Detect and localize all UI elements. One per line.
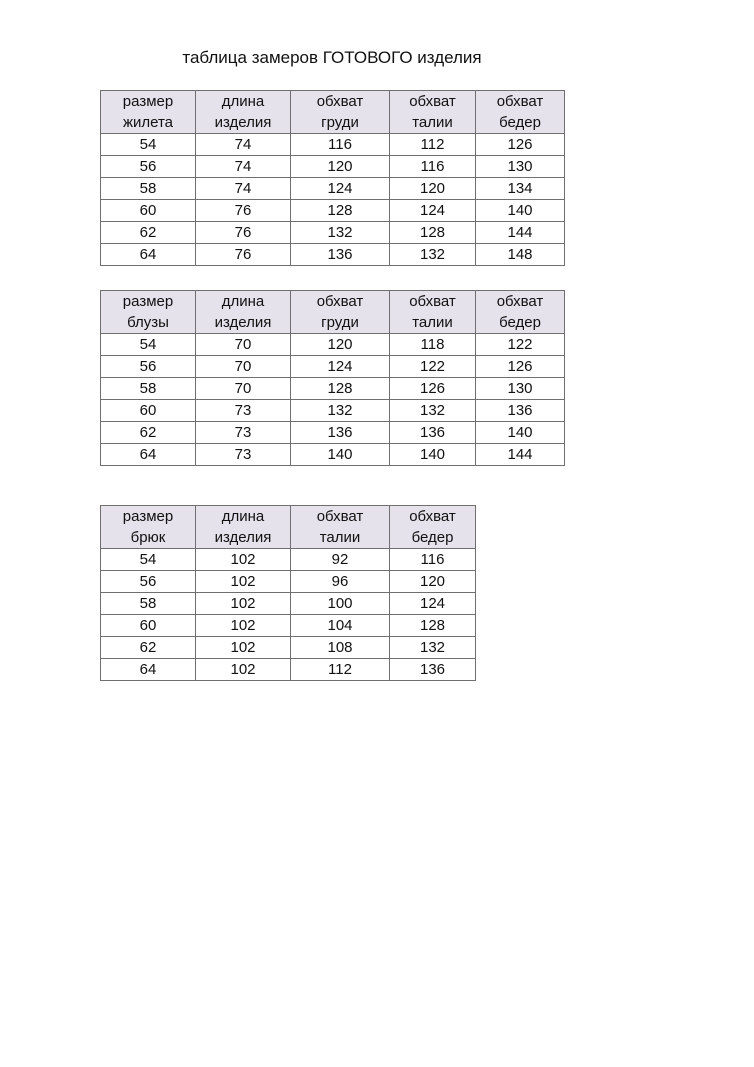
table-cell: 124 [291,178,390,200]
column-header-line: талии [319,529,361,546]
table-cell: 140 [390,444,476,466]
table-cell: 136 [476,400,565,422]
column-header-line: обхват [316,93,364,110]
table-cell: 73 [196,444,291,466]
table-cell: 136 [291,422,390,444]
table-row [101,444,565,466]
column-header [476,91,565,134]
table-cell: 124 [291,356,390,378]
column-header-line: бедер [411,529,454,546]
table-cell: 136 [390,422,476,444]
table-cell: 120 [291,156,390,178]
table-cell: 74 [196,134,291,156]
column-header [101,291,196,334]
table-cell: 73 [196,422,291,444]
column-header-line: груди [321,314,359,331]
table-cell: 144 [476,222,565,244]
table-cell: 132 [390,244,476,266]
column-header-line: груди [321,114,359,131]
table-cell: 116 [390,549,476,571]
table-row [101,400,565,422]
table-cell: 136 [390,659,476,681]
table-cell: 120 [390,571,476,593]
table-cell: 58 [101,593,196,615]
table-cell: 56 [101,156,196,178]
column-header-line: изделия [214,529,272,546]
column-header-line: размер [122,508,174,525]
column-header [196,291,291,334]
table-cell: 132 [390,637,476,659]
table-cell: 76 [196,222,291,244]
table-cell: 70 [196,356,291,378]
table-cell: 116 [390,156,476,178]
table-row [101,549,476,571]
table-cell: 76 [196,244,291,266]
table-cell: 122 [476,334,565,356]
table-cell: 73 [196,400,291,422]
table-cell: 96 [291,571,390,593]
column-header-line: размер [122,293,174,310]
table-header-row [101,506,476,549]
column-header-line: изделия [214,314,272,331]
table-cell: 126 [476,134,565,156]
column-header-line: талии [412,314,453,331]
table-row [101,422,565,444]
blouse-measurements-table [100,290,565,466]
pants-measurements-table [100,505,476,681]
column-header-line: обхват [409,508,456,525]
table-row [101,178,565,200]
table-cell: 70 [196,378,291,400]
table-row [101,378,565,400]
column-header [101,91,196,134]
table-header-row [101,91,565,134]
table-cell: 64 [101,659,196,681]
column-header-line: жилета [122,114,174,131]
table-row [101,334,565,356]
column-header [291,91,390,134]
table-row [101,134,565,156]
table-cell: 102 [196,593,291,615]
table-cell: 130 [476,156,565,178]
table-cell: 56 [101,356,196,378]
table-cell: 76 [196,200,291,222]
table-row [101,200,565,222]
table-cell: 70 [196,334,291,356]
table-cell: 128 [291,200,390,222]
table-row [101,571,476,593]
table-cell: 140 [291,444,390,466]
table-row [101,244,565,266]
column-header-line: брюк [130,529,166,546]
table-cell: 128 [390,222,476,244]
table-cell: 108 [291,637,390,659]
table-cell: 132 [390,400,476,422]
column-header [390,506,476,549]
table-row [101,637,476,659]
table-cell: 124 [390,593,476,615]
column-header-line: обхват [496,93,544,110]
column-header-line: талии [412,114,453,131]
table-cell: 102 [196,615,291,637]
table-cell: 62 [101,222,196,244]
column-header [196,506,291,549]
table-row [101,593,476,615]
table-cell: 102 [196,659,291,681]
column-header [390,91,476,134]
table-cell: 100 [291,593,390,615]
column-header [196,91,291,134]
table-cell: 140 [476,422,565,444]
table-cell: 124 [390,200,476,222]
column-header [101,506,196,549]
table-cell: 60 [101,615,196,637]
table-cell: 58 [101,178,196,200]
table-cell: 120 [390,178,476,200]
table-cell: 136 [291,244,390,266]
table-cell: 58 [101,378,196,400]
table-cell: 54 [101,134,196,156]
table-cell: 56 [101,571,196,593]
column-header-line: обхват [496,293,544,310]
table-row [101,659,476,681]
table-cell: 74 [196,178,291,200]
table-cell: 116 [291,134,390,156]
column-header-line: изделия [214,114,272,131]
page-title: таблица замеров ГОТОВОГО изделия [182,48,482,67]
table-cell: 102 [196,571,291,593]
table-cell: 126 [390,378,476,400]
vest-measurements-table [100,90,565,266]
table-cell: 60 [101,400,196,422]
table-cell: 134 [476,178,565,200]
column-header-line: обхват [316,508,364,525]
column-header-line: обхват [409,293,456,310]
table-cell: 132 [291,400,390,422]
table-cell: 62 [101,637,196,659]
table-row [101,222,565,244]
table-cell: 74 [196,156,291,178]
table-cell: 112 [291,659,390,681]
table-cell: 122 [390,356,476,378]
table-cell: 120 [291,334,390,356]
table-cell: 60 [101,200,196,222]
table-cell: 128 [390,615,476,637]
table-cell: 118 [390,334,476,356]
table-cell: 64 [101,444,196,466]
column-header-line: бедер [499,314,541,331]
table-cell: 112 [390,134,476,156]
column-header [476,291,565,334]
column-header-line: длина [221,93,265,110]
table-cell: 148 [476,244,565,266]
table-cell: 102 [196,637,291,659]
table-cell: 132 [291,222,390,244]
column-header-line: длина [221,293,265,310]
table-cell: 54 [101,549,196,571]
table-cell: 130 [476,378,565,400]
table-cell: 62 [101,422,196,444]
table-cell: 126 [476,356,565,378]
table-cell: 128 [291,378,390,400]
table-row [101,156,565,178]
table-cell: 104 [291,615,390,637]
column-header-line: обхват [316,293,364,310]
column-header-line: блузы [127,314,169,331]
table-cell: 64 [101,244,196,266]
table-row [101,615,476,637]
table-header-row [101,291,565,334]
table-cell: 102 [196,549,291,571]
column-header-line: обхват [409,93,456,110]
column-header [390,291,476,334]
table-cell: 92 [291,549,390,571]
column-header-line: бедер [499,114,541,131]
column-header-line: длина [221,508,265,525]
column-header [291,291,390,334]
column-header [291,506,390,549]
column-header-line: размер [122,93,174,110]
table-cell: 54 [101,334,196,356]
table-cell: 140 [476,200,565,222]
table-cell: 144 [476,444,565,466]
table-row [101,356,565,378]
